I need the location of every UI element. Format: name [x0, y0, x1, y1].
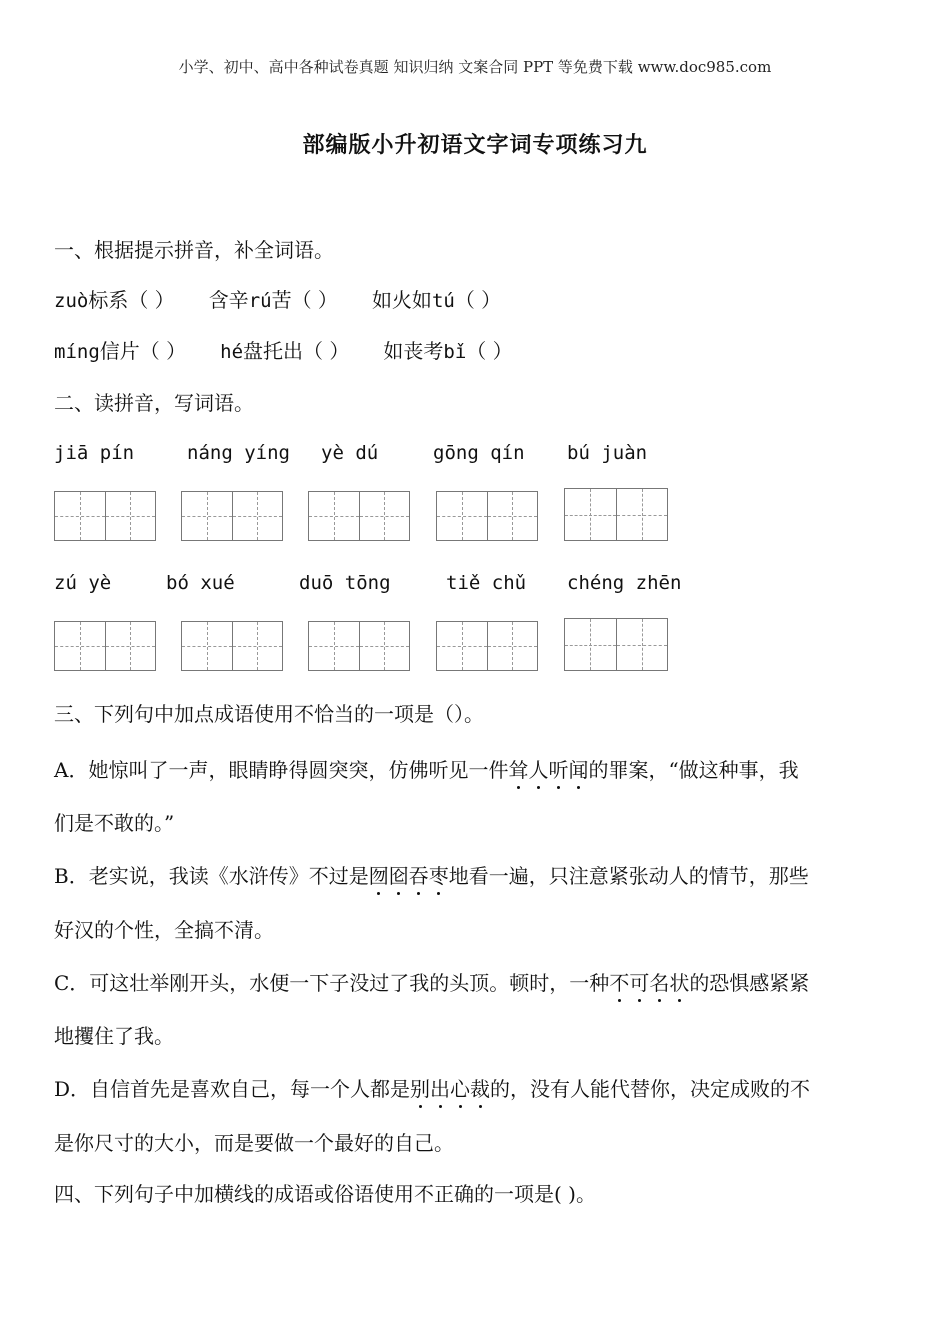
writing-box[interactable]: [564, 618, 668, 671]
writing-box[interactable]: [54, 621, 156, 671]
option-text: 地看一遍，只注意紧张动人的情节，那些: [448, 864, 809, 888]
word-prefix: 含辛: [208, 288, 249, 312]
word-prefix: 如火如: [371, 288, 432, 312]
writing-box[interactable]: [308, 621, 410, 671]
writing-box[interactable]: [181, 491, 283, 541]
option-text: 的恐惧感紧紧: [689, 971, 810, 995]
pinyin-label: zú yè: [54, 572, 112, 594]
pinyin: rú: [248, 290, 272, 312]
option-d: [54, 1073, 894, 1102]
pinyin-label: gōng qín: [433, 442, 525, 464]
dotted-char: 裁: [470, 1073, 490, 1102]
dotted-char: 别: [410, 1073, 430, 1102]
writing-box[interactable]: [436, 621, 538, 671]
option-text: C．可这壮举刚开头，水便一下子没过了我的头顶。顿时，一种: [54, 971, 610, 995]
writing-box[interactable]: [436, 491, 538, 541]
option-a: [54, 754, 894, 783]
option-a-line2: 们是不敢的。”: [54, 811, 175, 835]
blank-item: （ ）: [454, 288, 502, 312]
pinyin: tú: [431, 290, 455, 312]
writing-box[interactable]: [308, 491, 410, 541]
dotted-char: 耸: [508, 754, 528, 783]
blank-item: 标系（ ）: [88, 288, 175, 312]
dotted-char: 不: [609, 967, 629, 996]
q3-heading: 三、下列句中加点成语使用不恰当的一项是（）。: [54, 702, 484, 726]
dotted-char: 囫: [369, 860, 389, 889]
dotted-char: 人: [528, 754, 548, 783]
pinyin-label: bó xué: [166, 572, 235, 594]
q1-row1: [54, 286, 501, 315]
page-header: 小学、初中、高中各种试卷真题 知识归纳 文案合同 PPT 等免费下载 www.doc985.com: [178, 58, 772, 76]
option-text: 的罪案，“做这种事，我: [588, 758, 799, 782]
q2-heading: 二、读拼音，写词语。: [54, 391, 254, 415]
word-prefix: 如丧考: [383, 339, 444, 363]
q4-heading: 四、下列句子中加横线的成语或俗语使用不正确的一项是( )。: [54, 1182, 596, 1206]
dotted-char: 出: [430, 1073, 450, 1102]
pinyin-label: náng yíng: [187, 442, 290, 464]
option-text: D．自信首先是喜欢自己，每一个人都是: [54, 1077, 411, 1101]
pinyin: míng: [54, 341, 100, 363]
dotted-char: 状: [669, 967, 689, 996]
option-b-line2: 好汉的个性，全搞不清。: [54, 918, 274, 942]
dotted-char: 闻: [568, 754, 588, 783]
pinyin-label: duō tōng: [299, 572, 391, 594]
dotted-char: 枣: [429, 860, 449, 889]
dotted-char: 可: [629, 967, 649, 996]
option-text: A．她惊叫了一声，眼睛睁得圆突突，仿佛听见一件: [54, 758, 509, 782]
dotted-char: 心: [450, 1073, 470, 1102]
pinyin-label: chéng zhēn: [567, 572, 682, 594]
dotted-char: 名: [649, 967, 669, 996]
pinyin-label: yè dú: [321, 442, 379, 464]
q1-row2: [54, 337, 513, 366]
pinyin: bǐ: [443, 341, 467, 363]
blank-item: 盘托出（ ）: [243, 339, 350, 363]
pinyin-label: bú juàn: [567, 442, 648, 464]
option-d-line2: 是你尺寸的大小，而是要做一个最好的自己。: [54, 1131, 454, 1155]
blank-item: 苦（ ）: [271, 288, 338, 312]
writing-box[interactable]: [54, 491, 156, 541]
option-text: B．老实说，我读《水浒传》不过是: [54, 864, 369, 888]
dotted-char: 囵: [389, 860, 409, 889]
option-c-line2: 地攫住了我。: [54, 1024, 174, 1048]
pinyin-label: jiā pín: [54, 442, 135, 464]
pinyin: zuò: [54, 290, 89, 312]
pinyin: hé: [220, 341, 244, 363]
dotted-char: 吞: [409, 860, 429, 889]
pinyin-label: tiě chǔ: [446, 572, 527, 594]
option-c: [54, 967, 894, 996]
blank-item: 信片（ ）: [99, 339, 187, 363]
option-text: 的，没有人能代替你，决定成败的不: [490, 1077, 811, 1101]
writing-box[interactable]: [564, 488, 668, 541]
blank-item: （ ）: [466, 339, 513, 363]
dotted-char: 听: [548, 754, 568, 783]
option-b: [54, 860, 894, 889]
page-title: 部编版小升初语文字词专项练习九: [302, 132, 648, 158]
writing-box[interactable]: [181, 621, 283, 671]
q1-heading: 一、根据提示拼音，补全词语。: [54, 238, 334, 262]
